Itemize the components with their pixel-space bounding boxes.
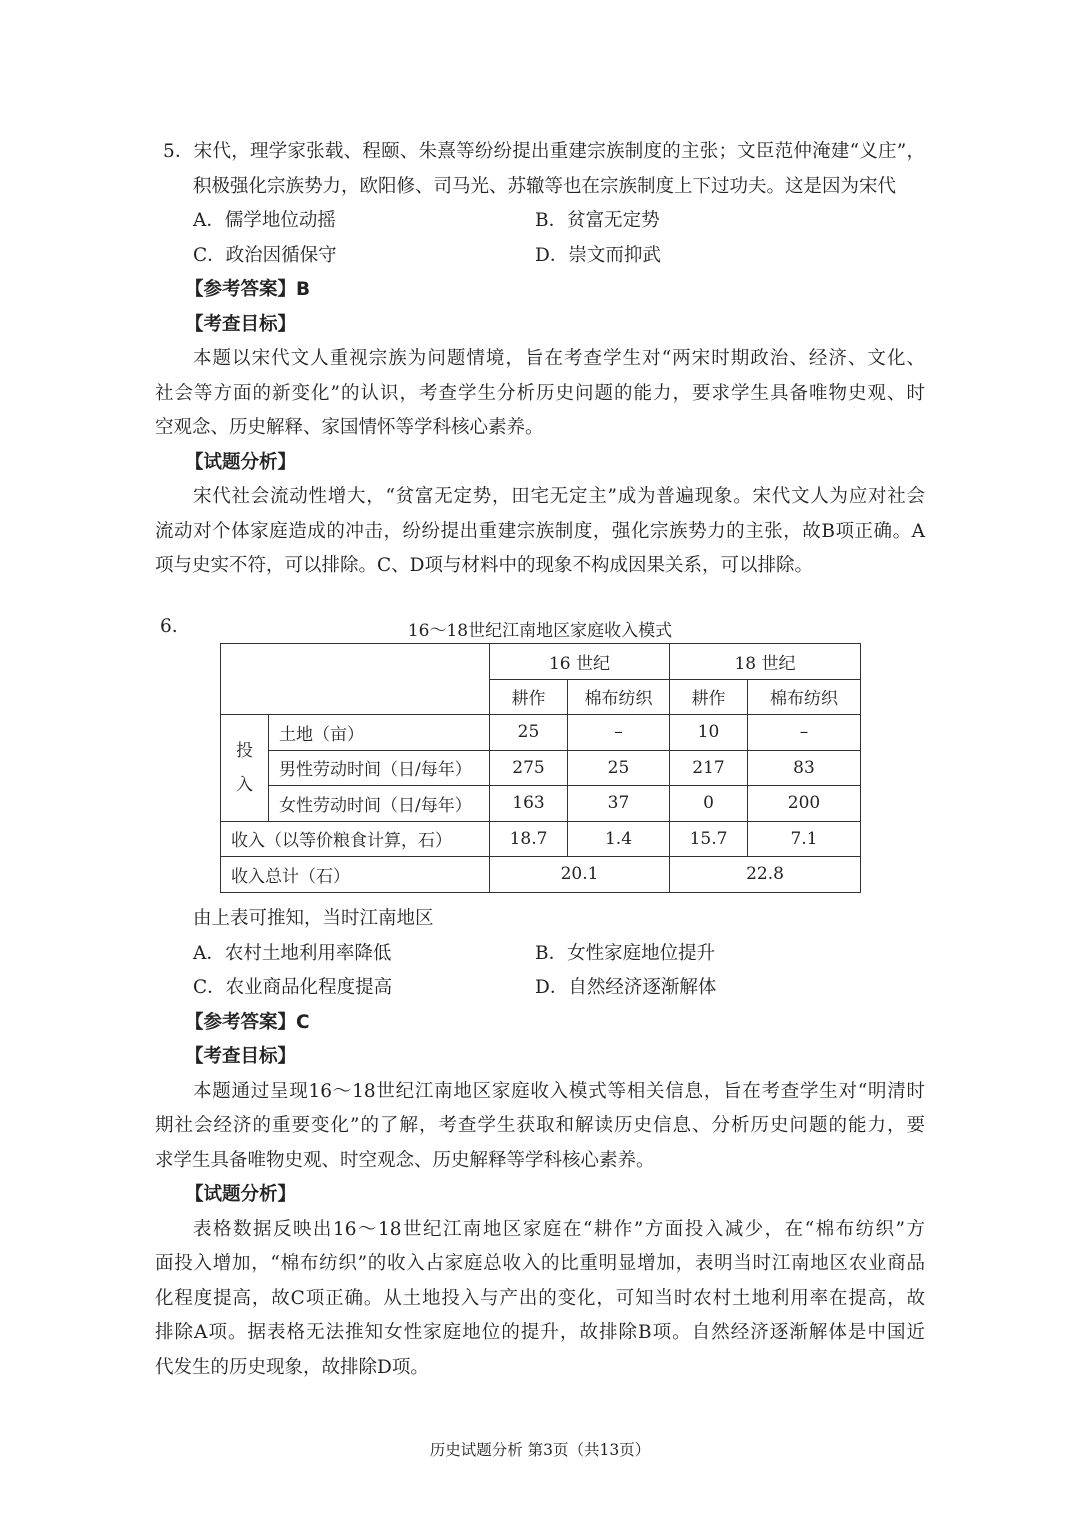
q5-option-c: C．政治因循保守 bbox=[193, 244, 337, 266]
cell: – bbox=[568, 715, 670, 751]
q5-goal-heading: 【考查目标】 bbox=[185, 313, 297, 335]
row-label: 收入（以等价粮食计算，石） bbox=[221, 821, 490, 857]
cell: 37 bbox=[568, 786, 670, 822]
cell: 10 bbox=[670, 715, 748, 751]
q6-option-c: C．农业商品化程度提高 bbox=[193, 977, 393, 998]
q6-options-row bbox=[155, 937, 925, 972]
subheader: 棉布纺织 bbox=[568, 679, 670, 715]
subheader: 耕作 bbox=[490, 679, 568, 715]
table-row-total bbox=[221, 857, 861, 893]
q6-option-b: B．女性家庭地位提升 bbox=[535, 942, 716, 964]
cell: 15.7 bbox=[670, 821, 748, 857]
q6-option-d: D．自然经济逐渐解体 bbox=[535, 977, 717, 998]
row-label: 男性劳动时间（日/每年） bbox=[269, 750, 490, 786]
q5-options-row bbox=[155, 239, 925, 274]
page-footer: 历史试题分析 第3页（共13页） bbox=[429, 1441, 651, 1459]
q6-analysis-line: 化程度提高，故C项正确。从土地投入与产出的变化，可知当时农村土地利用率在提高，故 bbox=[155, 1287, 925, 1309]
question-6-body bbox=[155, 902, 925, 1385]
q6-analysis-line: 面投入增加，“棉布纺织”的收入占家庭总收入的比重明显增加，表明当时江南地区农业商品 bbox=[155, 1253, 925, 1274]
q5-analysis-heading: 【试题分析】 bbox=[185, 451, 297, 473]
cell: 83 bbox=[748, 750, 861, 786]
q6-option-a: A．农村土地利用率降低 bbox=[193, 942, 392, 964]
q6-analysis-line: 代发生的历史现象，故排除D项。 bbox=[155, 1356, 429, 1378]
cell: – bbox=[748, 715, 861, 751]
q6-goal-line: 本题通过呈现16～18世纪江南地区家庭收入模式等相关信息，旨在考查学生对“明清时 bbox=[193, 1080, 925, 1102]
row-label: 女性劳动时间（日/每年） bbox=[269, 786, 490, 822]
input-label: 投入 bbox=[221, 715, 269, 822]
q5-goal-line: 空观念、历史解释、家国情怀等学科核心素养。 bbox=[155, 417, 544, 438]
q6-options-row bbox=[155, 971, 925, 1006]
q6-analysis-line: 排除A项。据表格无法推知女性家庭地位的提升，故排除B项。自然经济逐渐解体是中国近 bbox=[155, 1322, 925, 1343]
q5-stem-line: 5．宋代，理学家张载、程颐、朱熹等纷纷提出重建宗族制度的主张；文臣范仲淹建“义庄”， bbox=[163, 141, 925, 162]
q6-goal-heading: 【考查目标】 bbox=[185, 1046, 297, 1067]
table-title: 16～18世纪江南地区家庭收入模式 bbox=[407, 621, 673, 641]
q5-option-d: D．崇文而抑武 bbox=[535, 244, 661, 266]
cell: 163 bbox=[490, 786, 568, 822]
table-row bbox=[221, 821, 861, 857]
total-18th: 22.8 bbox=[670, 857, 861, 893]
q5-answer: 【参考答案】B bbox=[185, 279, 311, 300]
q5-goal-line: 本题以宋代文人重视宗族为问题情境，旨在考查学生对“两宋时期政治、经济、文化、 bbox=[193, 348, 925, 369]
q5-option-a: A．儒学地位动摇 bbox=[193, 210, 336, 231]
q6-analysis-line: 表格数据反映出16～18世纪江南地区家庭在“耕作”方面投入减少，在“棉布纺织”方 bbox=[193, 1218, 925, 1240]
q5-analysis-line: 项与史实不符，可以排除。C、D项与材料中的现象不构成因果关系，可以排除。 bbox=[155, 555, 813, 576]
cell: 275 bbox=[490, 750, 568, 786]
q5-option-b: B．贫富无定势 bbox=[535, 210, 660, 231]
q6-goal-line: 求学生具备唯物史观、时空观念、历史解释等学科核心素养。 bbox=[155, 1149, 655, 1171]
q5-analysis-line: 流动对个体家庭造成的冲击，纷纷提出重建宗族制度，强化宗族势力的主张，故B项正确。A bbox=[155, 520, 925, 542]
cell: 25 bbox=[490, 715, 568, 751]
subheader: 耕作 bbox=[670, 679, 748, 715]
q6-analysis-heading: 【试题分析】 bbox=[185, 1184, 297, 1205]
table-corner bbox=[221, 644, 490, 715]
cell: 1.4 bbox=[568, 821, 670, 857]
cell: 217 bbox=[670, 750, 748, 786]
cell: 18.7 bbox=[490, 821, 568, 857]
cell: 200 bbox=[748, 786, 861, 822]
total-16th: 20.1 bbox=[490, 857, 670, 893]
header-18th-century: 18 世纪 bbox=[670, 644, 861, 680]
q6-goal-line: 期社会经济的重要变化”的了解，考查学生获取和解读历史信息、分析历史问题的能力，要 bbox=[155, 1115, 925, 1136]
total-label: 收入总计（石） bbox=[221, 857, 490, 893]
q5-analysis-line: 宋代社会流动性增大，“贫富无定势，田宅无定主”成为普遍现象。宋代文人为应对社会 bbox=[193, 486, 925, 507]
q5-goal-line: 社会等方面的新变化”的认识，考查学生分析历史问题的能力，要求学生具备唯物史观、时 bbox=[155, 382, 925, 404]
q6-answer: 【参考答案】C bbox=[185, 1011, 310, 1033]
subheader: 棉布纺织 bbox=[748, 679, 861, 715]
income-table bbox=[220, 643, 861, 893]
cell: 25 bbox=[568, 750, 670, 786]
cell: 0 bbox=[670, 786, 748, 822]
q5-options-row bbox=[155, 204, 925, 239]
q5-stem-line: 积极强化宗族势力，欧阳修、司马光、苏辙等也在宗族制度上下过功夫。这是因为宋代 bbox=[193, 175, 897, 197]
table-row bbox=[221, 715, 861, 751]
q6-stem: 由上表可推知，当时江南地区 bbox=[193, 908, 434, 929]
table-row bbox=[221, 786, 861, 822]
q6-number: 6. bbox=[160, 616, 178, 637]
question-5 bbox=[155, 135, 925, 584]
cell: 7.1 bbox=[748, 821, 861, 857]
header-16th-century: 16 世纪 bbox=[490, 644, 670, 680]
table-row bbox=[221, 750, 861, 786]
row-label: 土地（亩） bbox=[269, 715, 490, 751]
